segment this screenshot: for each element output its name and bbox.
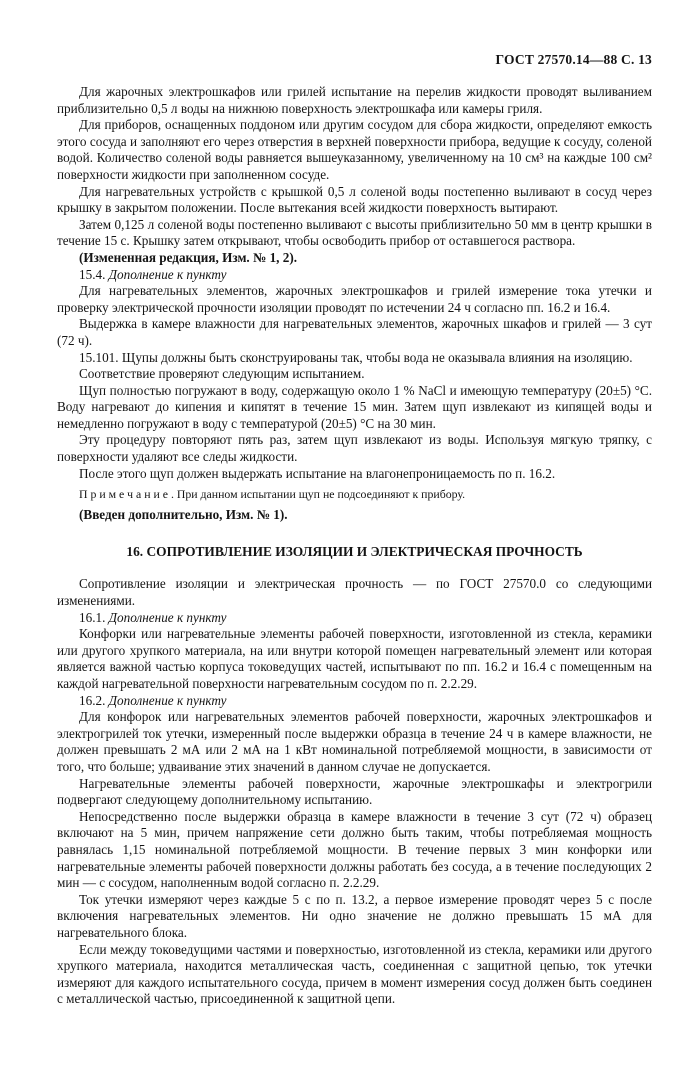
paragraph: Соответствие проверяют следующим испытанием. bbox=[79, 366, 365, 382]
amendment-note: (Введен дополнительно, Изм. № 1). bbox=[79, 507, 288, 523]
clause-title: Дополнение к пункту bbox=[108, 692, 227, 708]
document-content bbox=[57, 84, 652, 1008]
clause-label bbox=[57, 693, 652, 710]
paragraph: Для нагревательных устройств с крышкой 0,5 л соленой воды постепенно выливают в сосуд через крышку в закрытом положении. После вытекания всей жидкости поверхность вытирают. bbox=[57, 183, 652, 216]
clause-number: 16.1. bbox=[79, 609, 109, 625]
clause-label bbox=[57, 610, 652, 627]
note-label: П р и м е ч а н и е . bbox=[79, 487, 177, 502]
paragraph: Для приборов, оснащенных поддоном или другим сосудом для сбора жидкости, определяют емкость этого сосуда и заполняют его через отверстия в верхней поверхности прибора, ведущие к сосуду, соленой водой. Количество соленой воды равняется вышеуказанному, увеличенному на 10 см³ на каждые 100 см² поверхности жидкости при заполненном сосуде. bbox=[57, 117, 652, 182]
clause-label bbox=[57, 267, 652, 284]
note-paragraph: П р и м е ч а н и е . При данном испытании щуп не подсоединяют к прибору. bbox=[79, 487, 466, 502]
clause-title: Дополнение к пункту bbox=[108, 266, 227, 282]
paragraph: Сопротивление изоляции и электрическая прочность — по ГОСТ 27570.0 со следующими изменениями. bbox=[57, 576, 652, 609]
paragraph: Щуп полностью погружают в воду, содержащую около 1 % NaCl и имеющую температуру (20±5) °С. Воду нагревают до кипения и кипятят в течение 15 мин. Затем щуп извлекают из кипящей воды и немедленно погружают в воду с температурой (20±5) °С на 30 мин. bbox=[57, 382, 652, 431]
paragraph: Нагревательные элементы рабочей поверхности, жарочные электрошкафы и электрогрили подвергают следующему дополнительному испытанию. bbox=[57, 775, 652, 808]
paragraph: После этого щуп должен выдержать испытание на влагонепроницаемость по п. 16.2. bbox=[79, 465, 556, 481]
paragraph: Для нагревательных элементов, жарочных электрошкафов и грилей измерение тока утечки и проверку электрической прочности изоляции проводят по истечении 24 ч согласно пп. 16.2 и 16.4. bbox=[57, 283, 652, 315]
paragraph: Эту процедуру повторяют пять раз, затем щуп извлекают из воды. Используя мягкую тряпку, с поверхности удаляют все следы жидкости. bbox=[57, 432, 652, 465]
clause-title: Дополнение к пункту bbox=[108, 609, 227, 625]
paragraph: Выдержка в камере влажности для нагревательных элементов, жарочных шкафов и грилей — 3 сут (72 ч). bbox=[57, 316, 652, 348]
clause-number: 16.2. bbox=[79, 692, 109, 708]
paragraph: Если между токоведущими частями и поверхностью, изготовленной из стекла, керамики или другого хрупкого материала, находится металлическая часть, соединенная с защитной цепью, ток утечки измеряют для каждого испытательного сосуда, причем в момент измерения сосуд должен быть соединен с металлической частью, присоединенной к защитной цепи. bbox=[57, 941, 652, 1007]
clause-number: 15.4. bbox=[79, 266, 109, 282]
paragraph: Затем 0,125 л соленой воды постепенно выливают с высоты приблизительно 50 мм в центр крышки в течение 15 с. Крышку затем открывают, чтобы освободить прибор от оставшегося раствора. bbox=[57, 216, 652, 249]
paragraph: 15.101. Щупы должны быть сконструированы так, чтобы вода не оказывала влияния на изоляцию. bbox=[79, 349, 633, 365]
paragraph: Для жарочных электрошкафов или грилей испытание на перелив жидкости проводят выливанием приблизительно 0,5 л воды на нижнюю поверхность электрошкафа или камеры гриля. bbox=[57, 84, 652, 116]
section-heading: 16. СОПРОТИВЛЕНИЕ ИЗОЛЯЦИИ И ЭЛЕКТРИЧЕСКАЯ ПРОЧНОСТЬ bbox=[126, 543, 583, 559]
paragraph: Конфорки или нагревательные элементы рабочей поверхности, изготовленной из стекла, керамики или другого хрупкого материала, на или внутри которой помещен нагревательный элемент или которая является важной частью корпуса токоведущих частей, испытывают по пп. 16.2 и 16.4 с помещенным на каждой нагревательной поверхности нагревательным сосудом по п. 2.2.29. bbox=[57, 626, 652, 691]
paragraph: Ток утечки измеряют через каждые 5 с по п. 13.2, а первое измерение проводят через 5 с после включения нагревательных элементов. Ни одно значение не должно превышать 15 мА для нагревательного блока. bbox=[57, 891, 652, 940]
paragraph: Непосредственно после выдержки образца в камере влажности в течение 3 сут (72 ч) образец включают на 5 мин, причем напряжение сети должно быть таким, чтобы потребляемая мощность равнялась 1,15 номинальной потребляемой мощности. В течение первых 3 мин конфорки или нагревательные элементы рабочей поверхности должны работать без сосуда, а в течение последующих 2 мин — с сосудом, наполненным водой согласно п. 2.2.29. bbox=[57, 808, 652, 891]
paragraph: Для конфорок или нагревательных элементов рабочей поверхности, жарочных электрошкафов и электрогрилей ток утечки, измеренный после выдержки образца в течение 24 ч в камере влажности, не должен превышать 2 мА или 2 мА на 1 кВт номинальной потребляемой мощности, в зависимости от того, что больше; удваивание этих значений в данном случае не допускается. bbox=[57, 709, 652, 774]
amendment-note: (Измененная редакция, Изм. № 1, 2). bbox=[79, 249, 298, 265]
running-header: ГОСТ 27570.14—88 С. 13 bbox=[495, 52, 652, 67]
